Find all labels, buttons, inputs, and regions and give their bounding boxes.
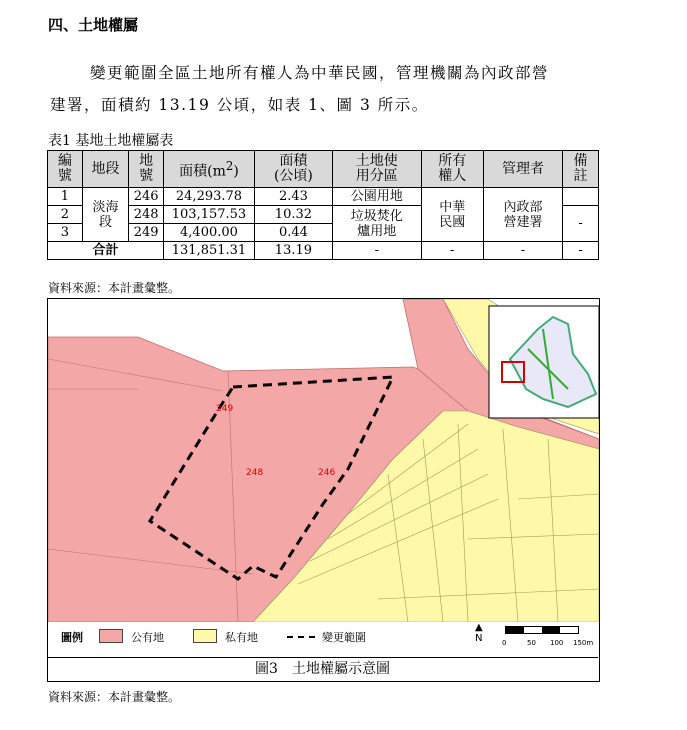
table-source-note: 資料來源：本計畫彙整。 [48,281,181,295]
legend-public-label: 公有地 [131,631,164,644]
table-header-row [48,151,599,188]
total-area-ha: 13.19 [254,242,332,260]
cell-section: 淡海 段 [82,188,128,242]
cell-lot: 248 [129,206,164,224]
header-no: 編 號 [48,151,83,188]
table-caption: 表1 基地土地權屬表 [48,133,174,149]
figure-source-note: 資料來源：本計畫彙整。 [48,690,181,704]
header-zone: 土地使 用分區 [332,151,421,188]
cell-lot: 249 [129,224,164,242]
parcel-label-248: 248 [246,468,264,478]
figure-caption: 圖3 土地權屬示意圖 [47,657,598,681]
legend-private-swatch [193,629,217,643]
legend-title: 圖例 [61,631,83,644]
total-area-m2: 131,851.31 [164,242,255,260]
cell-owner: 中華 民國 [421,188,483,242]
header-lot: 地 號 [129,151,164,188]
cell-manager: 內政部 營建署 [483,188,562,242]
legend-private-label: 私有地 [225,631,258,644]
total-owner: - [421,242,483,260]
cell-area-ha: 2.43 [254,188,332,206]
legend-public-swatch [99,629,123,643]
cell-area-ha: 0.44 [254,224,332,242]
land-ownership-table [47,150,599,260]
paragraph-line-2: 建署，面積約 13.19 公頃，如表 1、圖 3 所示。 [50,96,429,114]
cell-area-m2: 4,400.00 [164,224,255,242]
scale-label: 0 [502,639,507,647]
header-owner: 所有 權人 [421,151,483,188]
north-arrow-icon: ▲ N [475,622,483,644]
paragraph-line-1: 變更範圍全區土地所有權人為中華民國，管理機關為內政部營 [90,64,550,82]
legend-boundary-label: 變更範圍 [322,631,366,644]
header-note: 備 註 [563,151,599,188]
scale-bar [505,626,579,634]
cell-note [563,188,599,206]
total-label: 合計 [48,242,164,260]
cell-lot: 246 [129,188,164,206]
cell-area-ha: 10.32 [254,206,332,224]
legend-boundary-swatch [287,636,315,638]
header-manager: 管理者 [483,151,562,188]
scale-label: 150m [573,639,594,647]
header-area-ha: 面積 (公頃) [254,151,332,188]
cell-no: 1 [48,188,83,206]
parcel-label-246: 246 [318,468,336,478]
total-note: - [563,242,599,260]
cell-zone: 垃圾焚化 爐用地 [332,206,421,242]
cell-no: 2 [48,206,83,224]
cell-area-m2: 103,157.53 [164,206,255,224]
header-area-m2: 面積$(m^2)$ [164,151,255,188]
land-map [48,299,599,622]
parcel-label-249: 249 [216,404,234,414]
scale-label: 100 [550,639,564,647]
table-total-row [48,242,599,260]
table-row [48,188,599,206]
header-section: 地段 [82,151,128,188]
cell-note: - [563,206,599,242]
map-legend [47,622,598,656]
scale-label: 50 [527,639,536,647]
cell-no: 3 [48,224,83,242]
cell-area-m2: 24,293.78 [164,188,255,206]
cell-zone: 公園用地 [332,188,421,206]
section-heading: 四、土地權屬 [48,16,139,34]
total-zone: - [332,242,421,260]
total-manager: - [483,242,562,260]
